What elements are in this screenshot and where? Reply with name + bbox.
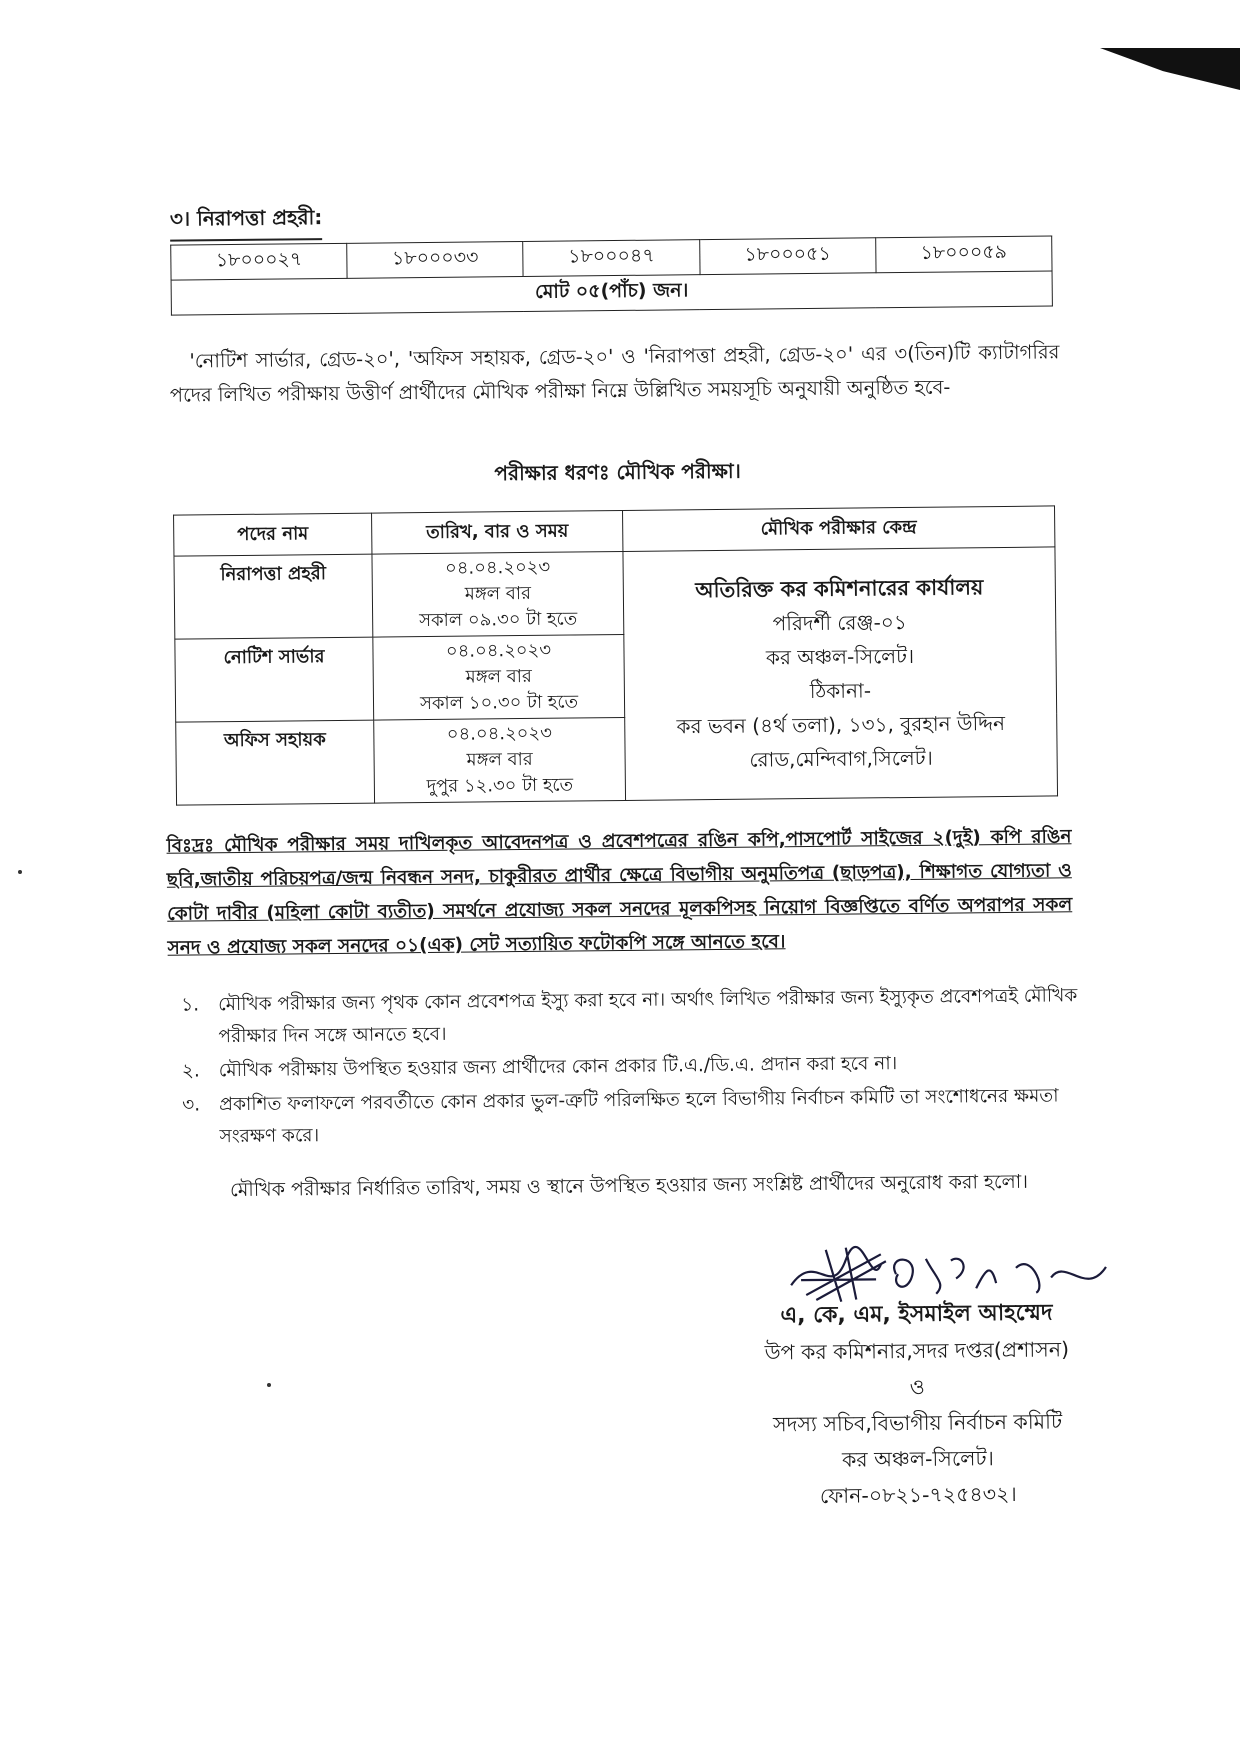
instruction-list	[173, 980, 1085, 1156]
schedule-time: সকাল ১০.৩০ টা হতে	[419, 691, 579, 715]
signatory-designation: সদস্য সচিব,বিভাগীয় নির্বাচন কমিটি	[772, 1409, 1063, 1437]
list-number: ২.	[181, 1060, 200, 1082]
list-number: ১.	[181, 994, 200, 1016]
roll-number: ১৮০০০৪৭	[523, 240, 700, 277]
roll-number: ১৮০০০৫৯	[875, 236, 1052, 273]
schedule-day: মঙ্গল বার	[466, 748, 533, 771]
signatory-name: এ, কে, এম, ইসমাইল আহম্মেদ	[780, 1300, 1053, 1329]
roll-number: ১৮০০০৩৩	[347, 241, 524, 278]
post-name: নোটিশ সার্ভার	[175, 637, 374, 722]
list-item	[173, 980, 1084, 1054]
schedule-day: মঙ্গল বার	[464, 582, 532, 605]
closing-line: মৌখিক পরীক্ষার নির্ধারিত তারিখ, সময় ও স্থানে উপস্থিত হওয়ার জন্য সংশ্লিষ্ট প্রার্থীদের অনুরোধ করা হলো।	[229, 1170, 1029, 1202]
center-address: কর ভবন (৪র্থ তলা), ১৩১, বুরহান উদ্দিন	[676, 710, 1006, 739]
intro-paragraph: 'নোটিশ সার্ভার, গ্রেড-২০', 'অফিস সহায়ক, গ্রেড-২০' ও 'নিরাপত্তা প্রহরী, গ্রেড-২০' এর ৩(তিন)টি ক্যাটাগরির পদের লিখিত পরীক্ষায় উত্তীর্ণ প্রার্থীদের মৌখিক পরীক্ষা নিম্নে উল্লিখিত সময়সূচি অনুযায়ী অনুষ্ঠিত হবে-	[169, 340, 1060, 407]
schedule-datetime	[373, 634, 625, 720]
schedule-time: সকাল ০৯.৩০ টা হতে	[419, 608, 578, 632]
exam-type-heading: পরীক্ষার ধরণঃ মৌখিক পরীক্ষা।	[494, 458, 741, 486]
center-title: অতিরিক্ত কর কমিশনারের কার্যালয়	[695, 575, 984, 603]
center-line: ঠিকানা-	[809, 678, 872, 704]
schedule-datetime	[372, 551, 624, 637]
exam-center	[623, 547, 1058, 801]
note-paragraph: বিঃদ্রঃ মৌখিক পরীক্ষার সময় দাখিলকৃত আবেদনপত্র ও প্রবেশপত্রের রঙিন কপি,পাসপোর্ট সাইজের ২(দুই) কপি রঙিন ছবি,জাতীয় পরিচয়পত্র/জন্ম নিবন্ধন সনদ, চাকুরীরত প্রার্থীর ক্ষেত্রে বিভাগীয় অনুমতিপত্র (ছাড়পত্র), শিক্ষাগত যোগ্যতা ও কোটা দাবীর (মহিলা কোটা ব্যতীত) সমর্থনে প্রযোজ্য সকল সনদের মূলকপিসহ নিয়োগ বিজ্ঞপ্তিতে বর্ণিত অপরাপর সকল সনদ ও প্রযোজ্য সকল সনদের ০১(এক) সেট সত্যায়িত ফটোকপি সঙ্গে আনতে হবে।	[166, 826, 1073, 959]
schedule-date: ০৪.০৪.২০২৩	[445, 639, 552, 662]
header-center: মৌখিক পরীক্ষার কেন্দ্র	[623, 506, 1055, 552]
signatory-conjunction: ও	[909, 1374, 925, 1400]
schedule-day: মঙ্গল বার	[465, 665, 532, 688]
schedule-date: ০৪.০৪.২০২৩	[444, 556, 551, 579]
post-name: নিরাপত্তা প্রহরী	[174, 554, 373, 639]
post-name: অফিস সহায়ক	[176, 720, 375, 805]
signature-block	[706, 1295, 1128, 1515]
center-address: রোড,মেন্দিবাগ,সিলেট।	[749, 745, 933, 772]
header-post: পদের নাম	[174, 513, 372, 556]
signatory-office: কর অঞ্চল-সিলেট।	[841, 1446, 995, 1472]
roll-total: মোট ০৫(পাঁচ) জন।	[171, 271, 1052, 315]
roll-number: ১৮০০০২৭	[171, 243, 348, 280]
header-datetime: তারিখ, বার ও সময়	[372, 510, 623, 554]
list-text: মৌখিক পরীক্ষায় উপস্থিত হওয়ার জন্য প্রার্থীদের কোন প্রকার টি.এ./ডি.এ. প্রদান করা হবে না।	[218, 1053, 898, 1082]
schedule-date: ০৪.০৪.২০২৩	[446, 722, 552, 745]
section-title-security-guard: ৩। নিরাপত্তা প্রহরী:	[170, 203, 323, 242]
list-text: প্রকাশিত ফলাফলে পরবর্তীতে কোন প্রকার ভুল-ত্রুটি পরিলক্ষিত হলে বিভাগীয় নির্বাচন কমিটি তা সংশোধনের ক্ষমতা সংরক্ষণ করে।	[219, 1085, 1059, 1148]
roll-number-table	[170, 235, 1053, 315]
center-line: পরিদর্শী রেঞ্জ-০১	[772, 609, 907, 636]
center-line: কর অঞ্চল-সিলেট।	[765, 643, 915, 670]
signatory-designation: উপ কর কমিশনার,সদর দপ্তর(প্রশাসন)	[764, 1337, 1070, 1365]
table-row	[174, 547, 1056, 639]
schedule-time: দুপুর ১২.৩০ টা হতে	[426, 774, 574, 798]
list-item	[174, 1080, 1085, 1154]
list-number: ৩.	[182, 1094, 201, 1116]
signatory-phone: ফোন-০৮২১-৭২৫৪৩২।	[819, 1481, 1017, 1508]
schedule-datetime	[374, 717, 626, 803]
roll-number: ১৮০০০৫১	[699, 238, 876, 275]
schedule-table	[173, 505, 1058, 805]
list-text: মৌখিক পরীক্ষার জন্য পৃথক কোন প্রবেশপত্র ইস্যু করা হবে না। অর্থাৎ লিখিত পরীক্ষার জন্য ইস্যুকৃত প্রবেশপত্রই মৌখিক পরীক্ষার দিন সঙ্গে আনতে হবে।	[218, 985, 1078, 1048]
